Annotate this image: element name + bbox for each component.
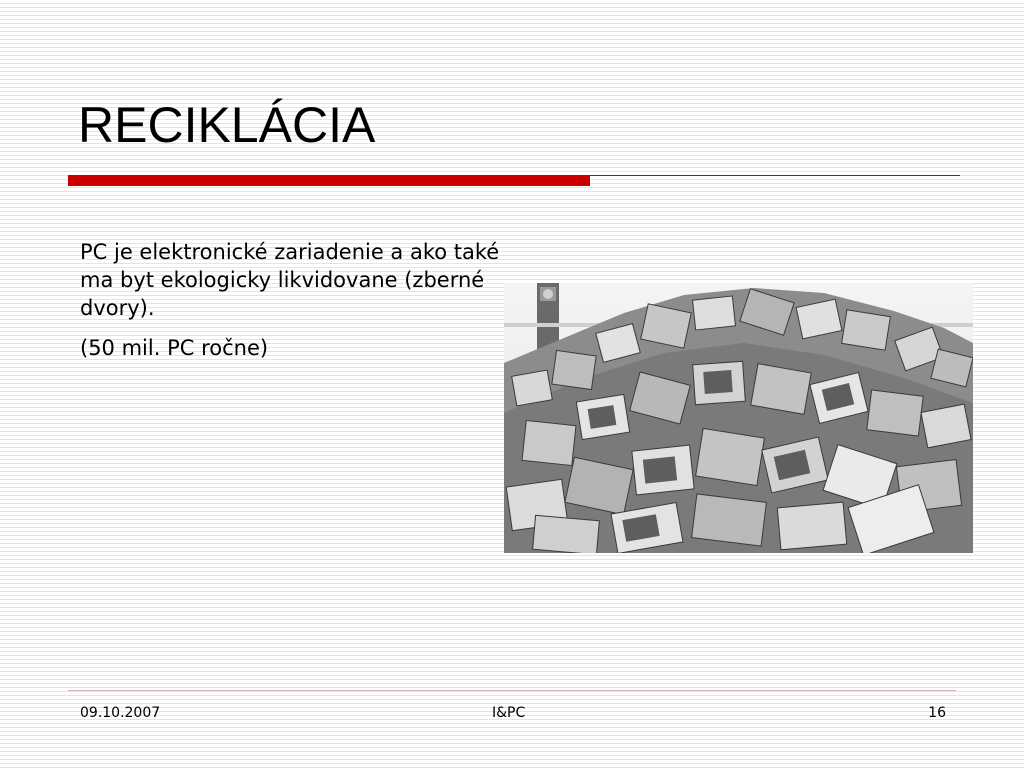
body-text [80,238,500,374]
slide-title: RECIKLÁCIA [78,97,376,153]
computer-waste-photo [504,283,973,553]
footer-center-text: I&PC [492,705,526,721]
footer-date: 09.10.2007 [80,705,161,721]
title-underline-thin [590,175,960,176]
footer-divider [68,690,956,691]
title-underline-thick [68,175,590,186]
page-number: 16 [928,705,946,721]
paragraph: (50 mil. PC ročne) [80,336,269,360]
paragraph: PC je elektronické zariadenie a ako také ma byt ekologicky likvidovane (zberné dvory). [80,240,500,320]
